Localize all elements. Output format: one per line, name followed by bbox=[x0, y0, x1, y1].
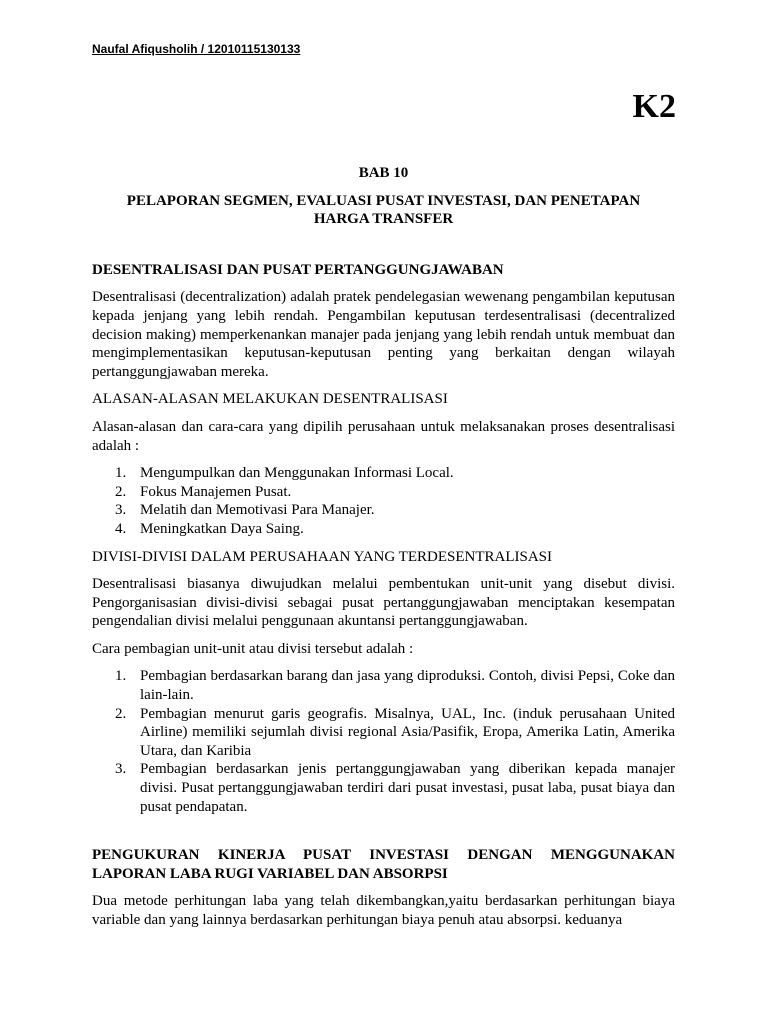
list-item: 3. Melatih dan Memotivasi Para Manajer. bbox=[115, 502, 375, 519]
section-heading-reasons: ALASAN-ALASAN MELAKUKAN DESENTRALISASI bbox=[92, 391, 448, 408]
section-heading-divisions: DIVISI-DIVISI DALAM PERUSAHAAN YANG TERDESENTRALISASI bbox=[92, 548, 552, 565]
list-item: 3. Pembagian berdasarkan jenis pertanggungjawaban yang diberikan kepada manajer divisi. Pusat pertanggungjawaban terdiri dari pusat investasi, pusat laba, pusat biaya dan pusat pendapatan. bbox=[115, 761, 675, 815]
list-item: 1. Mengumpulkan dan Menggunakan Informasi Local. bbox=[115, 465, 454, 482]
list-item: 1. Pembagian berdasarkan barang dan jasa yang diproduksi. Contoh, divisi Pepsi, Coke dan lain-lain. bbox=[115, 668, 675, 704]
list-item: 2. Fokus Manajemen Pusat. bbox=[115, 483, 292, 500]
document-body bbox=[92, 164, 675, 930]
list-item: 2. Pembagian menurut garis geografis. Misalnya, UAL, Inc. (induk perusahaan United Airline) memiliki sejumlah divisi regional Asia/Pasifik, Eropa, Amerika Latin, Amerika Utara, dan Karibia bbox=[115, 705, 675, 759]
paragraph-divisions: Desentralisasi biasanya diwujudkan melalui pembentukan unit-unit yang disebut divisi. Pengorganisasian divisi-divisi sebagai pusat pertanggungjawaban menciptakan kesempatan pengendalian divisi melalui penggunaan akuntansi pertanggungjawaban. bbox=[92, 576, 675, 630]
section-heading-performance: PENGUKURAN KINERJA PUSAT INVESTASI DENGAN MENGGUNAKAN LAPORAN LABA RUGI VARIABEL DAN ABSORPSI bbox=[92, 847, 675, 882]
section-heading-decentralization: DESENTRALISASI DAN PUSAT PERTANGGUNGJAWABAN bbox=[92, 261, 504, 278]
paragraph-reasons: Alasan-alasan dan cara-cara yang dipilih perusahaan untuk melaksanakan proses desentralisasi adalah : bbox=[92, 418, 675, 454]
divisions-list bbox=[92, 667, 675, 816]
chapter-label: BAB 10 bbox=[358, 165, 409, 181]
paragraph-division-ways: Cara pembagian unit-unit atau divisi tersebut adalah : bbox=[92, 640, 414, 657]
paragraph-decentralization: Desentralisasi (decentralization) adalah pratek pendelegasian wewenang pengambilan keputusan kepada jenjang yang lebih rendah. Pengambilan keputusan terdesentralisasi (decentralized decision making) memperkenankan manajer pada jenjang yang lebih rendah untuk membuat dan mengimplementasikan keputusan-keputusan penting yang berkaitan dengan wilayah pertanggungjawaban mereka. bbox=[92, 289, 675, 380]
list-item: 4. Meningkatkan Daya Saing. bbox=[115, 520, 304, 537]
reasons-list bbox=[92, 464, 675, 538]
paragraph-performance: Dua metode perhitungan laba yang telah dikembangkan,yaitu berdasarkan perhitungan biaya variable dan yang lainnya berdasarkan perhitungan biaya penuh atau absorpsi. keduanya bbox=[92, 893, 675, 928]
author-header: Naufal Afiqusholih / 12010115130133 bbox=[92, 42, 301, 56]
chapter-title: PELAPORAN SEGMEN, EVALUASI PUSAT INVESTASI, DAN PENETAPAN HARGA TRANSFER bbox=[126, 192, 641, 228]
document-code: K2 bbox=[632, 88, 676, 125]
